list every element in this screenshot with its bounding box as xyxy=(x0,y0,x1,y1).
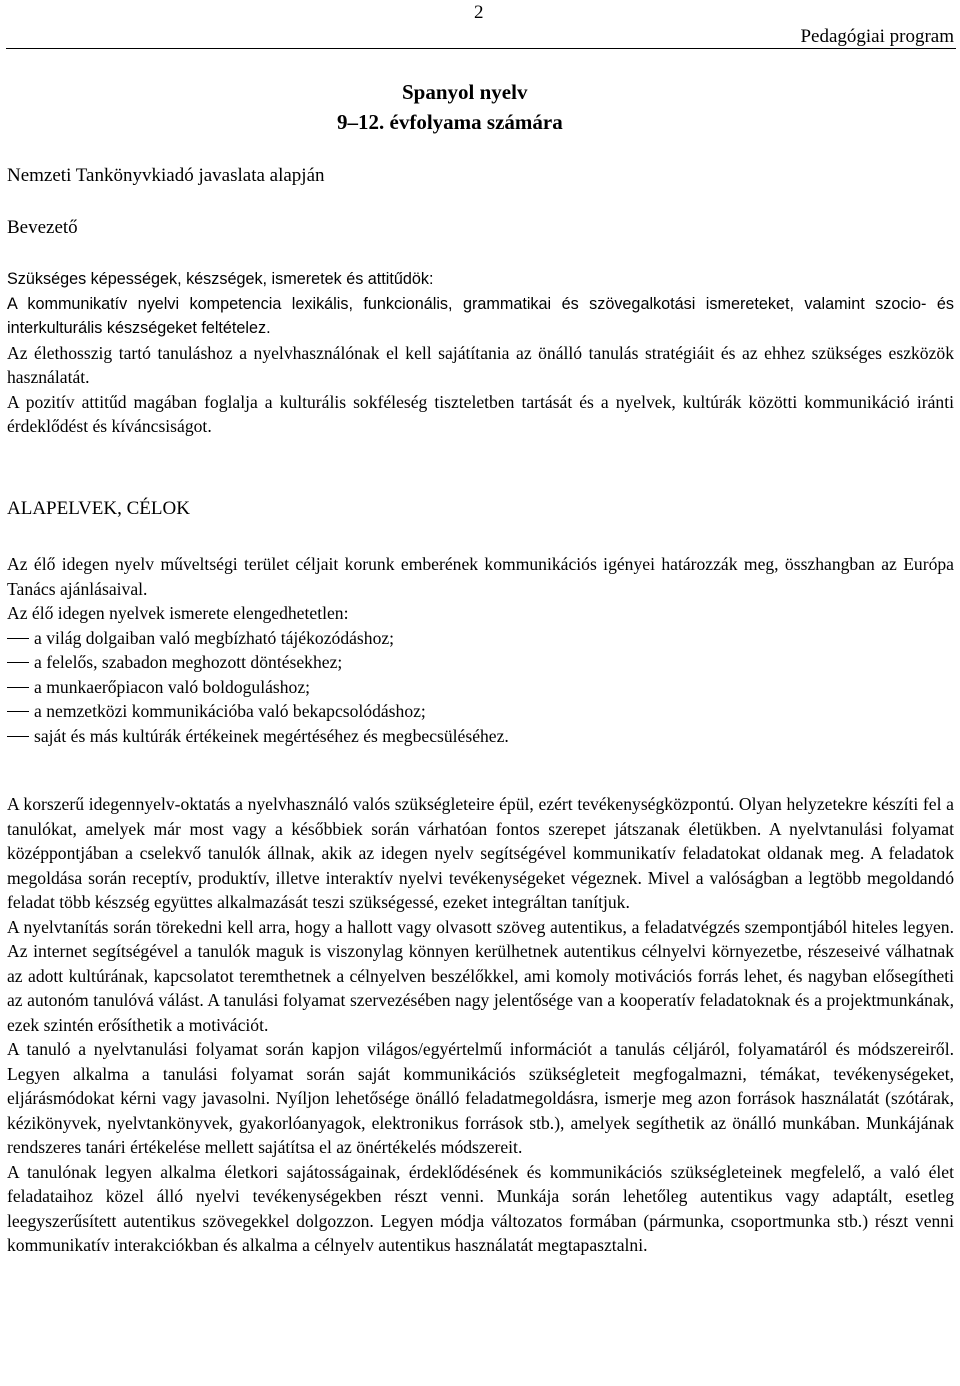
intro-paragraph: A pozitív attitűd magában foglalja a kulturális sokféleség tiszteletben tartását és a nyelvek, kultúrák közötti kommunikáció iránti érdeklődést és kíváncsiságot. xyxy=(7,391,954,436)
dash-bullet-icon xyxy=(7,711,29,712)
list-item: a felelős, szabadon meghozott döntésekhez; xyxy=(7,650,954,675)
subject-title: Spanyol nyelv xyxy=(402,80,528,104)
intro-section xyxy=(7,267,954,439)
list-intro: Az élő idegen nyelvek ismerete elengedhetetlen: xyxy=(7,603,349,623)
list-item: a munkaerőpiacon való boldoguláshoz; xyxy=(7,675,954,700)
body-paragraph: A korszerű idegennyelv-oktatás a nyelvhasználó valós szükségleteire épül, ezért tevékenységközpontú. Olyan helyzetekre készíti fel a tanulókat, amelyek már most vagy a későbbiek során várhatóan fontos szerepet játszanak életükben. A nyelvtanulási folyamat középpontjában a cselekvő tanulók állnak, akik az idegen nyelv segítségével kommunikatív feladatokat oldanak meg. A feladatok megoldása során receptív, produktív, illetve interaktív nyelvi tevékenységeket végeznek. Mivel a valóságban a legtöbb megoldandó feladat több készség együttes alkalmazását teszi szükségessé, ezeket integráltan tanítjuk. xyxy=(7,794,954,912)
list-item: a világ dolgaiban való megbízható tájékozódáshoz; xyxy=(7,626,954,651)
header-divider xyxy=(6,48,956,49)
principles-section xyxy=(7,552,954,748)
intro-paragraph: Szükséges képességek, készségek, ismeretek és attitűdök: xyxy=(7,270,434,288)
dash-bullet-icon xyxy=(7,638,29,639)
grade-title: 9–12. évfolyama számára xyxy=(337,110,563,134)
intro-paragraph: A kommunikatív nyelvi kompetencia lexikális, funkcionális, grammatikai és szövegalkotási ismereteket, valamint szocio- és interkulturális készségeket feltételez. xyxy=(7,294,954,337)
dash-bullet-icon xyxy=(7,662,29,663)
source-note: Nemzeti Tankönyvkiadó javaslata alapján xyxy=(7,165,325,186)
intro-paragraph: Az élethosszig tartó tanuláshoz a nyelvhasználónak el kell sajátítania az önálló tanulás stratégiáit és az ehhez szükséges eszközök használatát. xyxy=(7,342,954,387)
list-item: saját és más kultúrák értékeinek megértéséhez és megbecsüléséhez. xyxy=(7,724,954,749)
dash-bullet-icon xyxy=(7,736,29,737)
principles-paragraph: Az élő idegen nyelv műveltségi terület céljait korunk emberének kommunikációs igényei határozzák meg, összhangban az Európa Tanács ajánlásaival. xyxy=(7,554,954,599)
body-paragraph: A nyelvtanítás során törekedni kell arra, hogy a hallott vagy olvasott szöveg autentikus, a feladatvégzés szempontjából hiteles legyen. Az internet segítségével a tanulók maguk is viszonylag könnyen kerülhetnek autentikus célnyelvi környezetbe, részeseivé válhatnak az adott kultúrának, kapcsolatot teremthetnek a célnyelven beszélőkkel, ami komoly motivációs forrás lehet, és nagyban elősegítheti az autonóm tanulóvá válást. A tanulási folyamat szervezésében nagy jelentősége van a kooperatív feladatoknak és a projektmunkának, ezek szintén erősíthetik a motivációt. xyxy=(7,916,954,1035)
program-title: Pedagógiai program xyxy=(800,26,954,47)
list-item: a nemzetközi kommunikációba való bekapcsolódáshoz; xyxy=(7,699,954,724)
page-number: 2 xyxy=(474,2,484,23)
body-paragraph: A tanuló a nyelvtanulási folyamat során kapjon világos/egyértelmű információt a tanulás céljáról, folyamatáról és módszereiről. Legyen alkalma a tanulási folyamat során saját kommunikációs szükségleteit megfogalmazni, témákat, tevékenységeket, eljárásmódokat kérni vagy javasolni. Nyíljon lehetősége önálló feladatmegoldásra, ismerje meg azon források használatát (szótárak, kézikönyvek, nyelvtankönyvek, gyakorlóanyagok, elektronikus források stb.), amelyek segíthetik az önálló munkában. Munkájának rendszeres tanári értékelése mellett sajátítsa el az önértékelés módszereit. xyxy=(7,1039,954,1157)
dash-bullet-icon xyxy=(7,687,29,688)
intro-heading: Bevezető xyxy=(7,217,78,238)
body-section xyxy=(7,792,954,1258)
principles-heading: ALAPELVEK, CÉLOK xyxy=(7,498,190,519)
body-paragraph: A tanulónak legyen alkalma életkori sajátosságainak, érdeklődésének és kommunikációs szükségleteinek megfelelő, a való élet feladataihoz közel álló nyelvi tevékenységekben részt venni. Munkája során lehetőleg autentikus vagy adaptált, esetleg leegyszerűsített autentikus szövegekkel dolgozzon. Legyen módja változatos formában (pármunka, csoportmunka stb.) részt venni kommunikatív interakciókban és alkalma a célnyelv autentikus használatát megtapasztalni. xyxy=(7,1161,954,1255)
